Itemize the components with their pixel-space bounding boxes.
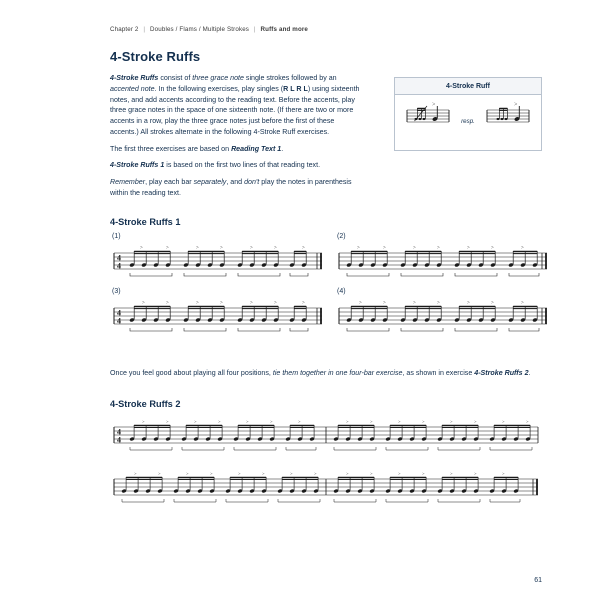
svg-text:4: 4 — [117, 253, 121, 263]
svg-text:>: > — [158, 470, 161, 476]
svg-text:>: > — [140, 245, 143, 251]
legend-notation-right — [485, 102, 531, 141]
svg-text:4: 4 — [117, 261, 121, 271]
exercise-group-2-line-1 — [110, 415, 542, 457]
running-head — [110, 26, 542, 33]
running-head-separator-2: | — [253, 26, 256, 33]
svg-text:>: > — [432, 102, 436, 108]
exercise-group-1 — [110, 217, 542, 336]
svg-text:>: > — [142, 300, 145, 306]
exercise-group-2-title: 4-Stroke Ruffs 2 — [110, 398, 181, 409]
svg-text:>: > — [166, 418, 169, 424]
svg-text:>: > — [383, 245, 386, 251]
exercise-4 — [335, 288, 551, 336]
svg-text:>: > — [142, 418, 145, 424]
svg-text:>: > — [314, 470, 317, 476]
page-number: 61 — [534, 577, 542, 584]
music-staff-icon — [110, 296, 326, 336]
exercise-4-staff — [335, 296, 551, 336]
legend-body — [395, 95, 541, 150]
running-head-separator-1: | — [143, 26, 146, 33]
exercise-grid — [110, 233, 542, 336]
svg-text:>: > — [346, 470, 349, 476]
svg-text:>: > — [220, 300, 223, 306]
svg-text:>: > — [250, 245, 253, 251]
legend-title: 4-Stroke Ruff — [395, 78, 541, 95]
svg-text:>: > — [134, 470, 137, 476]
svg-text:>: > — [491, 245, 494, 251]
legend-panel — [394, 77, 542, 151]
svg-text:>: > — [467, 300, 470, 306]
svg-text:>: > — [274, 300, 277, 306]
music-staff-icon — [110, 241, 326, 281]
svg-text:>: > — [370, 470, 373, 476]
exercise-2 — [335, 233, 551, 281]
svg-text:>: > — [218, 418, 221, 424]
legend-notation-left — [405, 102, 451, 141]
svg-text:>: > — [474, 418, 477, 424]
exercise-2-staff — [335, 241, 551, 281]
svg-text:>: > — [196, 245, 199, 251]
svg-text:4: 4 — [117, 308, 121, 318]
exercise-3-number: (3) — [112, 287, 121, 295]
music-staff-icon — [110, 467, 542, 509]
svg-text:>: > — [238, 470, 241, 476]
svg-text:>: > — [422, 418, 425, 424]
svg-text:>: > — [491, 300, 494, 306]
svg-text:>: > — [298, 418, 301, 424]
svg-text:>: > — [166, 300, 169, 306]
exercise-1-number: (1) — [112, 232, 121, 240]
svg-text:>: > — [370, 418, 373, 424]
svg-text:>: > — [194, 418, 197, 424]
svg-text:>: > — [398, 470, 401, 476]
svg-text:>: > — [502, 470, 505, 476]
middle-paragraph: Once you feel good about playing all four positions, tie them together in one four-bar exercise, as shown in exercise 4-Stroke Ruffs 2. — [110, 368, 531, 377]
exercise-group-2-line-2 — [110, 467, 542, 509]
page-title: 4-Stroke Ruffs — [110, 49, 201, 64]
svg-text:>: > — [521, 245, 524, 251]
svg-text:>: > — [186, 470, 189, 476]
running-head-crumb-1: Doubles / Flams / Multiple Strokes — [150, 26, 250, 33]
svg-text:>: > — [220, 245, 223, 251]
svg-text:>: > — [246, 418, 249, 424]
legend-resp-label: resp. — [461, 118, 475, 125]
svg-text:>: > — [359, 300, 362, 306]
svg-text:>: > — [270, 418, 273, 424]
svg-text:>: > — [250, 300, 253, 306]
exercise-4-number: (4) — [337, 287, 346, 295]
svg-text:>: > — [422, 470, 425, 476]
four-stroke-ruff-notation-icon — [405, 102, 451, 136]
music-staff-icon — [335, 296, 551, 336]
svg-text:>: > — [502, 418, 505, 424]
svg-text:>: > — [357, 245, 360, 251]
music-staff-icon — [335, 241, 551, 281]
four-stroke-ruff-alt-notation-icon — [485, 102, 531, 136]
intro-paragraph-2: The first three exercises are based on Reading Text 1. — [110, 144, 284, 153]
svg-text:>: > — [526, 418, 529, 424]
intro-paragraph-1: 4-Stroke Ruffs consist of three grace note single strokes followed by an accented note. In the following exercises, play singles (R L R L) using sixteenth notes, and add accents according to the reading text. Before the accents, play three grace notes in the space of one sixteenth note. (If there are two or more accents in a row, play the three grace notes just before the first of these accents.) All strokes alternate in the following 4-Stroke Ruff exercises. — [110, 74, 360, 136]
intro-text — [110, 73, 365, 199]
svg-text:4: 4 — [117, 427, 121, 437]
svg-text:4: 4 — [117, 435, 121, 445]
intro-row — [110, 73, 542, 199]
svg-text:>: > — [166, 245, 169, 251]
exercise-2-number: (2) — [337, 232, 346, 240]
intro-paragraph-3: 4-Stroke Ruffs 1 is based on the first two lines of that reading text. — [110, 161, 321, 170]
svg-text:>: > — [346, 418, 349, 424]
exercise-3-staff — [110, 296, 326, 336]
svg-text:>: > — [274, 245, 277, 251]
svg-text:>: > — [302, 245, 305, 251]
exercise-group-2 — [110, 399, 542, 509]
exercise-1-staff — [110, 241, 326, 281]
svg-text:>: > — [474, 470, 477, 476]
svg-text:>: > — [398, 418, 401, 424]
music-staff-icon — [110, 415, 542, 457]
exercise-3 — [110, 288, 326, 336]
svg-text:>: > — [467, 245, 470, 251]
svg-text:>: > — [262, 470, 265, 476]
svg-text:>: > — [413, 300, 416, 306]
svg-text:4: 4 — [117, 316, 121, 326]
svg-text:>: > — [437, 245, 440, 251]
svg-text:>: > — [383, 300, 386, 306]
intro-paragraph-4: Remember, play each bar separately, and don't play the notes in parenthesis within the reading text. — [110, 178, 352, 198]
running-head-crumb-2: Ruffs and more — [260, 26, 309, 33]
exercise-1 — [110, 233, 326, 281]
svg-text:>: > — [210, 470, 213, 476]
svg-text:>: > — [521, 300, 524, 306]
svg-text:>: > — [413, 245, 416, 251]
svg-text:>: > — [513, 102, 518, 108]
svg-text:>: > — [450, 418, 453, 424]
svg-text:>: > — [302, 300, 305, 306]
running-head-chapter: Chapter 2 — [110, 26, 139, 33]
svg-text:>: > — [196, 300, 199, 306]
svg-text:>: > — [450, 470, 453, 476]
svg-text:>: > — [437, 300, 440, 306]
svg-text:>: > — [290, 470, 293, 476]
exercise-group-1-title: 4-Stroke Ruffs 1 — [110, 216, 181, 227]
